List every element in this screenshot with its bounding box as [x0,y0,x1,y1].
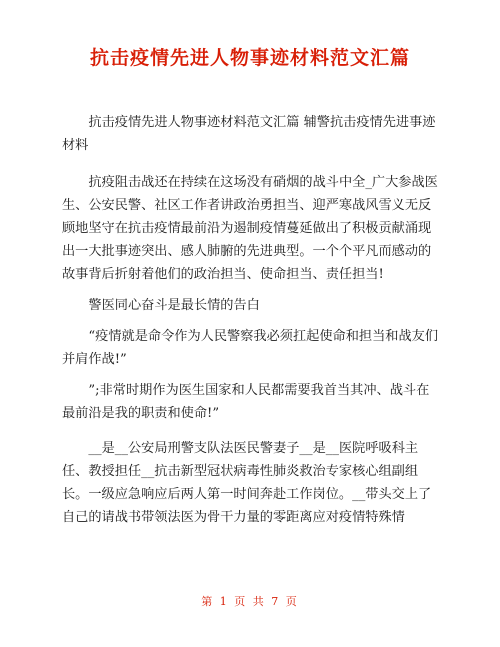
quote-paragraph: ”;非常时期作为医生国家和人民都需要我首当其冲、战斗在最前沿是我的职责和使命!” [62,383,430,421]
intro-paragraph: 抗疫阻击战还在持续在这场没有硝烟的战斗中全_广大参战医生、公安民警、社区工作者讲政治勇担当、迎严寒战风雪义无反顾地坚守在抗击疫情最前沿为遏制疫情蔓延做出了积极贡献涌现出一大批事迹突出、感人肺腑的先进典型。一个个平凡而感动的故事背后折射着他们的政治担当、使命担当、责任担当! [62,175,438,282]
page-number-footer: 第 1 页 共 7 页 [201,595,299,608]
story-paragraph: __是__公安局刑警支队法医民警妻子__是__医院呼吸科主任、教授担任__抗击新型冠状病毒性肺炎救治专家核心组副组长。一级应急响应后两人第一时间奔赴工作岗位。__带头交上了自己的请战书带领法医为骨干力量的零距离应对疫情特殊情 [62,441,432,525]
document-body [62,111,438,529]
quote-paragraph: “疫情就是命令作为人民警察我必须扛起使命和担当和战友们并肩作战!” [62,329,439,367]
subtitle-paragraph: 抗击疫情先进人物事迹材料范文汇篇 辅警抗击疫情先进事迹材料 [62,115,436,153]
document-title: 抗击疫情先进人物事迹材料范文汇篇 [89,47,410,69]
section-heading: 警医同心奋斗是最长情的告白 [88,298,260,313]
